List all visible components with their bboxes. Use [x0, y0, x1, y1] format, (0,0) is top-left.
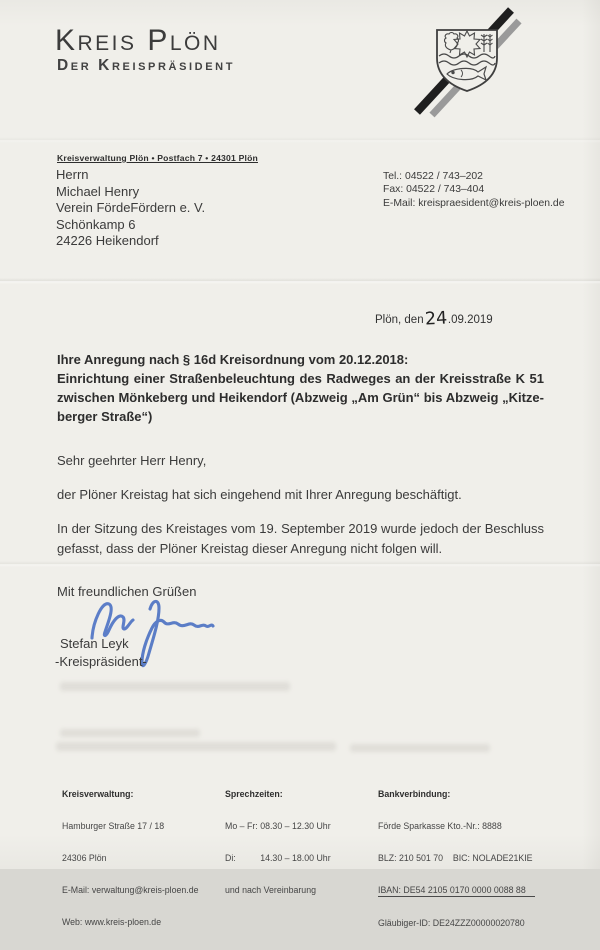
recipient-line: Schönkamp 6 [56, 216, 136, 232]
salutation: Sehr geehrter Herr Henry, [57, 453, 207, 468]
contact-block [383, 170, 565, 210]
subject-block [57, 350, 544, 426]
paper-crease [0, 137, 600, 143]
paper-crease [0, 278, 600, 284]
paragraph: der Plöner Kreistag hat sich eingehend mit Ihrer Anregung beschäftigt. [57, 487, 462, 502]
fax-line: Fax: 04522 / 743–404 [383, 184, 485, 196]
show-through-smudge [60, 682, 290, 691]
org-subtitle: Der Kreispräsident [57, 57, 236, 74]
subject-line: Einrichtung einer Straßenbeleuchtung des Radweges an der Kreisstraße K 51 [57, 371, 544, 386]
org-name: Kreis Plön [55, 24, 221, 57]
signer-role: -Kreispräsident- [55, 654, 147, 669]
footer-line: Web: www.kreis-ploen.de [62, 916, 162, 927]
footer-administration-column [62, 768, 199, 949]
coat-of-arms-icon [395, 0, 545, 125]
subject-line: Ihre Anregung nach § 16d Kreisordnung vom 20.12.2018: [57, 352, 409, 367]
recipient-line: Verein FördeFördern e. V. [56, 200, 206, 216]
recipient-line: 24226 Heikendorf [56, 233, 159, 249]
footer-line: Gläubiger-ID: DE24ZZZ00000020780 [378, 917, 525, 928]
return-address-line: Kreisverwaltung Plön • Postfach 7 • 24301 Plön [57, 153, 258, 163]
paper-crease [0, 561, 600, 567]
footer-line: 24306 Plön [62, 853, 107, 864]
footer-column-header: Kreisverwaltung: [62, 789, 134, 800]
date-prefix: Plön, den [375, 314, 424, 326]
footer-line: Mo – Fr: 08.30 – 12.30 Uhr [225, 821, 331, 832]
show-through-smudge [56, 742, 336, 751]
paragraph-line: gefasst, dass der Plöner Kreistag dieser Anregung nicht folgen will. [57, 541, 443, 556]
footer-office-hours-column [225, 768, 331, 917]
date-line [375, 308, 493, 328]
subject-line: berger Straße“) [57, 409, 153, 424]
footer-iban-line: IBAN: DE54 2105 0170 0000 0088 88 [378, 885, 535, 897]
footer-line: Hamburger Straße 17 / 18 [62, 821, 165, 832]
footer-column-header: Sprechzeiten: [225, 789, 283, 800]
subject-line: zwischen Mönkeberg und Heikendorf (Abzweig „Am Grün“ bis Abzweig „Kitze- [57, 390, 544, 405]
email-line: E-Mail: kreispraesident@kreis-ploen.de [383, 197, 565, 209]
footer-line: und nach Vereinbarung [225, 885, 316, 896]
footer-line: E-Mail: verwaltung@kreis-ploen.de [62, 885, 199, 896]
footer-column-header: Bankverbindung: [378, 789, 451, 800]
signer-name: Stefan Leyk [60, 636, 129, 651]
footer-line: Förde Sparkasse Kto.-Nr.: 8888 [378, 821, 502, 832]
paragraph-line: In der Sitzung des Kreistages vom 19. September 2019 wurde jedoch der Beschluss [57, 521, 544, 536]
recipient-line: Herrn [56, 167, 89, 182]
show-through-smudge [60, 729, 200, 737]
paragraph [57, 519, 544, 559]
footer-bank-column [378, 768, 535, 950]
recipient-address-block [56, 167, 205, 250]
footer-line: BLZ: 210 501 70 BIC: NOLADE21KIE [378, 853, 533, 864]
footer-line: Di: 14.30 – 18.00 Uhr [225, 853, 331, 864]
phone-line: Tel.: 04522 / 743–202 [383, 171, 483, 182]
recipient-line: Michael Henry [56, 183, 140, 199]
closing-salute: Mit freundlichen Grüßen [57, 584, 197, 599]
handwritten-day: 24 [424, 308, 448, 330]
show-through-smudge [350, 744, 490, 752]
date-suffix: .09.2019 [447, 314, 493, 326]
